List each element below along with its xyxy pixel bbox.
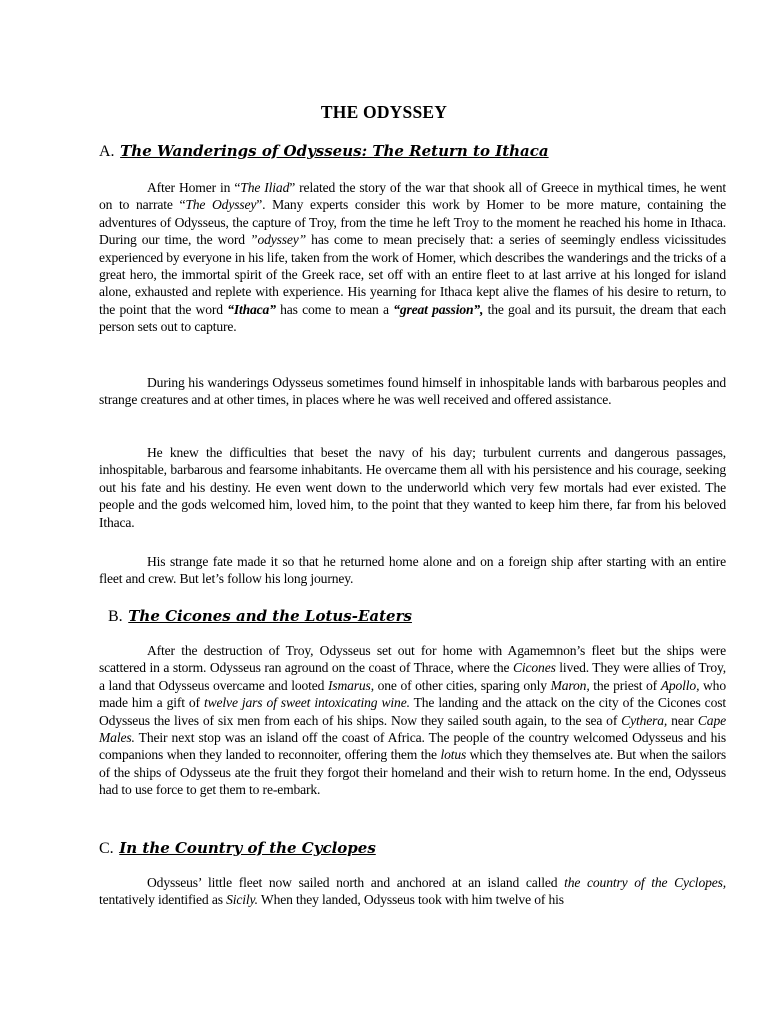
section-heading-a	[99, 141, 549, 161]
section-title: The Cicones and the Lotus-Eaters	[128, 607, 412, 625]
text-run: Odysseus’ little fleet now sailed north and anchored at an island called	[147, 875, 565, 890]
text-run: ”odyssey”	[250, 232, 307, 248]
text-run: After Homer in “	[147, 180, 241, 195]
paragraph	[99, 179, 726, 336]
text-run: The landing and the attack on the city of the Cicones cost Odysseus the lives of six men from each of his ships. Now they sailed south again, to the sea of	[99, 695, 726, 728]
paragraph	[99, 444, 726, 531]
text-run: Cythera,	[621, 712, 668, 728]
paragraph	[99, 553, 726, 588]
text-run: Sicily.	[226, 892, 258, 908]
text-run: the goal and its pursuit, the dream that each person sets out to capture.	[99, 301, 727, 335]
text-run: “Ithaca”	[227, 301, 276, 317]
section-heading-c	[99, 838, 376, 858]
paragraph	[99, 642, 726, 799]
text-run: who made him a gift of	[99, 677, 726, 711]
text-run: lotus	[440, 747, 467, 763]
text-run: When they landed, Odysseus took with him twelve of his	[257, 892, 564, 908]
text-run: lived. They were allies of Troy, a land that Odysseus overcame and looted	[99, 660, 727, 693]
section-letter: C.	[99, 840, 114, 857]
text-run: ” related the story of the war that shook all of Greece in mythical times, he went on to narrate “	[99, 180, 726, 213]
paragraph	[99, 874, 726, 909]
text-run: , one of other cities, sparing only	[370, 677, 551, 693]
document-title: THE ODYSSEY	[320, 102, 448, 122]
text-run: has come to mean a	[275, 301, 394, 317]
paragraph	[99, 374, 726, 409]
text-run: has come to mean precisely that: a series of seemingly endless vicissitudes experienced by everyone in his life, taken from the work of Homer, which describes the wanderings and the tricks of a great hero, the immortal spirit of the Greek race, set off with an entire fleet to at last arrive at his longed for island alone, exhausted and replete with experience. His yearning for Ithaca kept alive the flames of his desire to return, to the point that the word	[99, 232, 726, 317]
text-run: tentatively identified as	[99, 892, 227, 908]
text-run: Ismarus	[327, 677, 371, 693]
text-run: The Iliad	[240, 180, 290, 195]
text-run: Cape Males.	[99, 712, 726, 746]
text-run: He knew the difficulties that beset the navy of his day; turbulent currents and dangerous passages, inhospitable, barbarous and fearsome inhabitants. He overcame them all with his persistence and his courage, seeking out his fate and his destiny. He even went down to the underworld which very few mortals had ever existed. The people and the gods welcomed him, loved him, to the point that they wanted to keep him there, far from his beloved Ithaca.	[99, 445, 726, 530]
text-run: Apollo,	[660, 677, 700, 693]
text-run: Their next stop was an island off the coast of Africa. The people of the country welcomed Odysseus and his companions when they landed to reconnoiter, offering them the	[99, 730, 726, 763]
text-run: the country of the Cyclopes,	[564, 875, 727, 890]
section-heading-b	[108, 606, 412, 626]
text-run: The Odyssey	[185, 197, 257, 213]
text-run: During his wanderings Odysseus sometimes found himself in inhospitable lands with barbarous peoples and strange creatures and at other times, in places where he was well received and offered assistance.	[99, 375, 726, 408]
text-run: His strange fate made it so that he returned home alone and on a foreign ship after starting with an entire fleet and crew. But let’s follow his long journey.	[99, 554, 726, 587]
text-run: Cicones	[512, 660, 556, 676]
section-title: In the Country of the Cyclopes	[119, 839, 376, 857]
text-run: Maron,	[550, 677, 590, 693]
section-title: The Wanderings of Odysseus: The Return to Ithaca	[120, 142, 549, 160]
text-run: After the destruction of Troy, Odysseus set out for home with Agamemnon’s fleet but the ships were scattered in a storm. Odysseus ran aground on the coast of Thrace, where the	[99, 643, 726, 676]
section-letter: B.	[108, 608, 123, 625]
text-run: “great passion”,	[393, 301, 484, 317]
text-run: which they themselves ate. But when the sailors of the ships of Odysseus ate the fruit they forgot their homeland and their wish to return home. In the end, Odysseus had to use force to get them to re-embark.	[99, 747, 726, 798]
text-run: ”. Many experts consider this work by Homer to be more mature, containing the adventures of Odysseus, the capture of Troy, from the time he left Troy to the moment he reached his home in Ithaca. During our time, the word	[99, 197, 727, 248]
text-run: near	[667, 712, 698, 728]
text-run: twelve jars of sweet intoxicating wine.	[204, 695, 410, 711]
text-run: the priest of	[589, 677, 661, 693]
section-letter: A.	[99, 143, 115, 160]
